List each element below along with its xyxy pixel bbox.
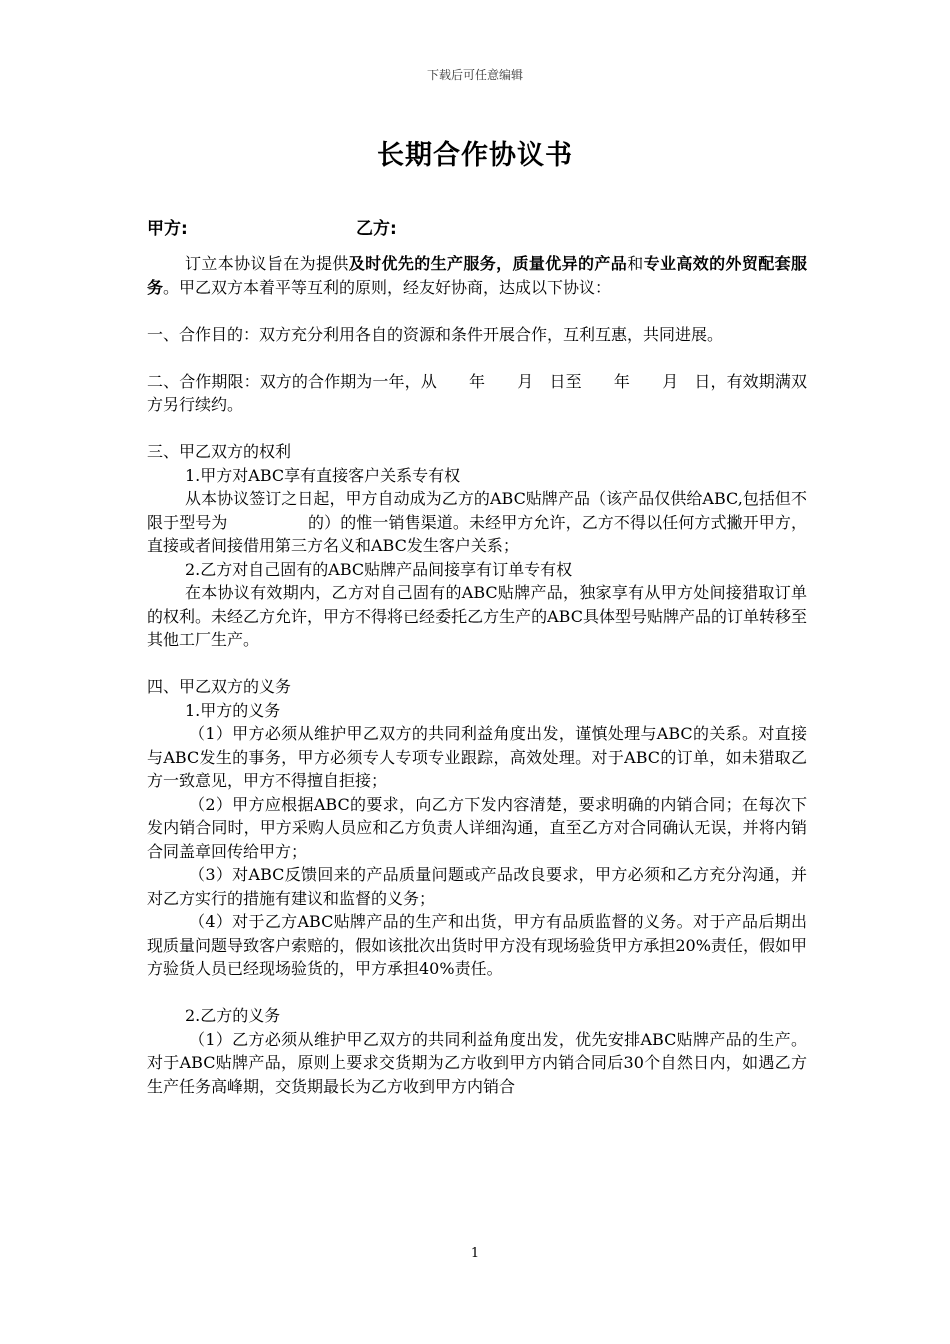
section-3-2-title: 2.乙方对自己固有的ABC贴牌产品间接享有订单专有权 (185, 559, 573, 579)
section-3-1-title: 1.甲方对ABC享有直接客户关系专有权 (185, 465, 461, 485)
section-4-1-item: （4）对于乙方ABC贴牌产品的生产和出货，甲方有品质监督的义务。对于产品后期出现质量问题导致客户索赔的，假如该批次出货时甲方没有现场验货甲方承担20%责任，假如甲方验货人员已经现场验货的，甲方承担40%责任。 (147, 912, 807, 978)
section-3-2-body: 在本协议有效期内，乙方对自己固有的ABC贴牌产品，独家享有从甲方处间接猎取订单的权利。未经乙方允许，甲方不得将已经委托乙方生产的ABC具体型号贴牌产品的订单转移至其他工厂生产。 (147, 583, 807, 649)
section-4-1-item: （3）对ABC反馈回来的产品质量问题或产品改良要求，甲方必须和乙方充分沟通，并对乙方实行的措施有建议和监督的义务； (147, 865, 807, 908)
intro-bold-1: 及时优先的生产服务，质量优异的产品 (348, 254, 628, 273)
intro-text-2: 和 (627, 254, 644, 273)
section-4-2-title: 2.乙方的义务 (185, 1006, 281, 1025)
page-number: 1 (470, 1246, 480, 1261)
section-4-2-item: （1）乙方必须从维护甲乙双方的共同利益角度出发，优先安排ABC贴牌产品的生产。对于ABC贴牌产品，原则上要求交货期为乙方收到甲方内销合同后30个自然日内，如遇乙方生产任务高峰期，交货期最长为乙方收到甲方内销合 (147, 1029, 807, 1096)
section-4-title: 四、甲乙双方的义务 (147, 677, 292, 696)
section-4-1-item: （1）甲方必须从维护甲乙双方的共同利益角度出发，谨慎处理与ABC的关系。对直接与ABC发生的事务，甲方必须专人专项专业跟踪，高效处理。对于ABC的订单，如未猎取乙方一致意见，甲方不得擅自拒接； (147, 724, 807, 790)
party-a-label: 甲方: (147, 219, 188, 239)
intro-text-3: 。甲乙双方本着平等互利的原则，经友好协商，达成以下协议： (163, 277, 612, 297)
party-b-label: 乙方: (356, 219, 397, 239)
intro-paragraph (147, 252, 807, 299)
intro-bold-2: 专业高效的外贸配套服务 (147, 254, 807, 297)
document-title: 长期合作协议书 (377, 140, 573, 171)
section-3-1-body: 从本协议签订之日起，甲方自动成为乙方的ABC贴牌产品（该产品仅供给ABC,包括但不限于型号为 的）的惟一销售渠道。未经甲方允许，乙方不得以任何方式撇开甲方，直接或者间接借用第三方名义和ABC发生客户关系； (147, 489, 807, 555)
section-3-title: 三、甲乙双方的权利 (147, 442, 292, 461)
intro-text-1: 订立本协议旨在为提供 (185, 254, 349, 273)
section-1-purpose: 一、合作目的：双方充分利用各自的资源和条件开展合作，互利互惠，共同进展。 (147, 324, 724, 344)
parties-line (147, 214, 807, 239)
document-body (147, 252, 807, 1098)
section-4-1-item: （2）甲方应根据ABC的要求，向乙方下发内容清楚，要求明确的内销合同；在每次下发内销合同时，甲方采购人员应和乙方负责人详细沟通，直至乙方对合同确认无误，并将内销合同盖章回传给甲方； (147, 794, 807, 861)
page-header-note: 下载后可任意编辑 (426, 68, 523, 82)
section-4-1-title: 1.甲方的义务 (185, 700, 281, 720)
section-2-term: 二、合作期限：双方的合作期为一年，从 年 月 日至 年 月 日，有效期满双方另行续约。 (147, 371, 807, 414)
